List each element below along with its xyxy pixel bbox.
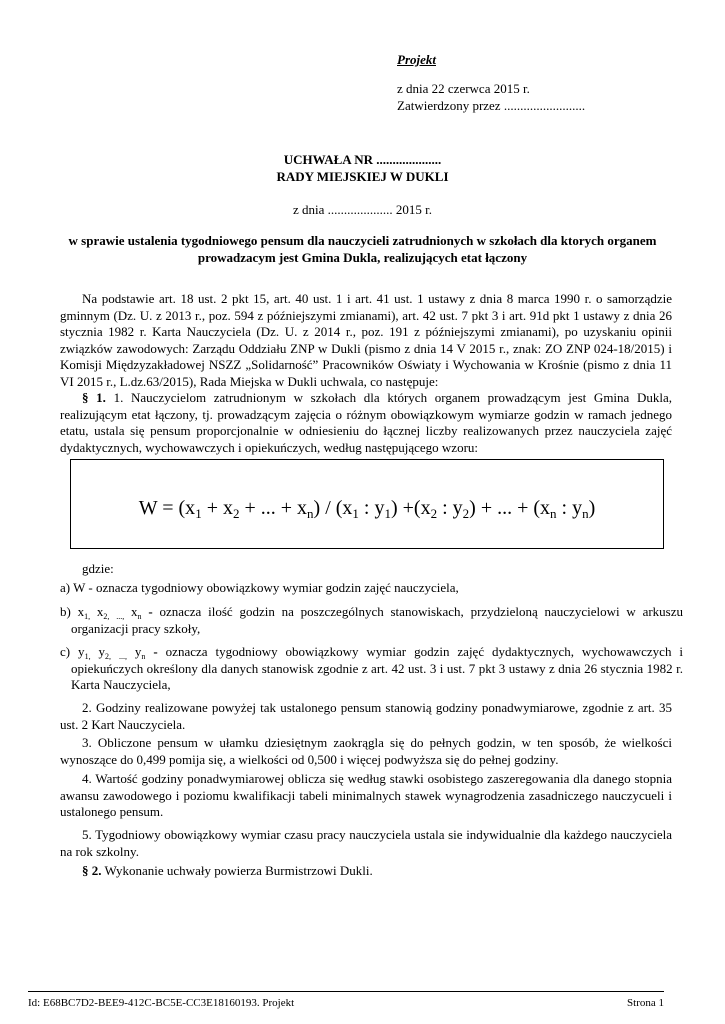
definition-b: b) $x_{1,}$ $x_{2,}$ $_{...,}$ $x_n$ - oznacza ilość godzin na poszczególnych stanowiskach, przydzieloną nauczycielowi w arkuszu organizacji pracy szkoły, (60, 604, 683, 636)
title-line-1: UCHWAŁA NR .................... (283, 152, 442, 167)
footer-divider (28, 991, 664, 992)
section-1-text: 1. Nauczycielom zatrudnionym w szkołach dla których organem prowadzącym jest Gmina Dukla, realizującym etat łączony, tj. prowadzącym zajęcia o różnym obowiązkowym wymiarze godzin w ramach jednego etatu, ustala się pensum proporcjonalnie w odniesieniu do łącznej liczby realizowanych przez nauczyciela zajęć dydaktycznych, wychowawczych i opiekuńczych, według następującego wzoru: (60, 390, 672, 455)
where-label: gdzie: (82, 561, 114, 576)
definition-c: c) $y_{1,}$ $y_{2,}$ $_{...,}$ $y_n$ - oznacza tygodniowy obowiązkowy wymiar godzin zajęć dydaktycznych, wychowawczych i opiekuńczych określony dla danych stanowisk zgodnie z art. 42 ust. 3 i ust. 7 pkt 3 ustawy z dnia 26 stycznia 1982 r. Karta Nauczyciela, (60, 644, 684, 692)
definition-a: a) W - oznacza tygodniowy obowiązkowy wymiar godzin zajęć nauczyciela, (60, 580, 459, 595)
document-subject: w sprawie ustalenia tygodniowego pensum dla nauczycieli zatrudnionych w szkołach dla ktorych organem prowadzacym jest Gmina Dukla, realizujących etat łączony (68, 233, 657, 265)
document-title (0, 152, 725, 185)
footer-page-number: Strona 1 (627, 997, 664, 1009)
title-line-2: RADY MIEJSKIEJ W DUKLI (276, 168, 449, 184)
point-5: 5. Tygodniowy obowiązkowy wymiar czasu pracy nauczyciela ustala sie indywidualnie dla każdego nauczyciela na rok szkolny. (60, 827, 672, 859)
pensum-formula: $W = (x_1 + x_2$ + ... + $x_n) / (x_1$ : $y_1) +(x_2$ : $y_2$) + ... + ($x_n$ : $y_n$) (138, 497, 596, 521)
point-4: 4. Wartość godziny ponadwymiarowej oblicza się według stawki osobistego zaszeregowania dla danego stopnia awansu zawodowego i poziomu kwalifikacji tabeli minimalnych stawek wynagrodzenia zasadniczego nauczycueli i ustalonego pensum. (60, 771, 672, 819)
preamble: Na podstawie art. 18 ust. 2 pkt 15, art. 40 ust. 1 i art. 41 ust. 1 ustawy z dnia 8 marca 1990 r. o samorządzie gminnym (Dz. U. z 2013 r., poz. 594 z późniejszymi zmianami), art. 42 ust. 7 pkt 3 i art. 91d pkt 1 ustawy z dnia 26 stycznia 1982 r. Karta Nauczyciela (Dz. U. z 2014 r., poz. 191 z późniejszymi zmianami), po uzyskaniu opinii związków zawodowych: Zarządu Oddziału ZNP w Dukli (pismo z dnia 14 V 2015 r., znak: ZO ZNP 024-18/2015) i Komisji Międzyzakładowej NSZZ „Solidarność” Pracowników Oświaty i Wychowania w Krośnie (pismo z dnia 11 VI 2015 r., L.dz.63/2015), Rada Miejska w Dukli uchwala, co następuje: (60, 291, 672, 389)
header-date: z dnia 22 czerwca 2015 r. (397, 81, 530, 96)
projekt-label: Projekt (397, 52, 436, 67)
section-1 (60, 390, 672, 456)
resolution-date: z dnia .................... 2015 r. (292, 202, 432, 217)
section-2-text: Wykonanie uchwały powierza Burmistrzowi Dukli. (101, 863, 373, 878)
section-2-marker: § 2. (82, 863, 102, 878)
section-2 (60, 863, 672, 880)
point-2: 2. Godziny realizowane powyżej tak ustalonego pensum stanowią godziny ponadwymiarowe, zgodnie z art. 35 ust. 2 Kart Nauczyciela. (60, 700, 672, 732)
header-meta (397, 81, 585, 114)
section-1-marker: § 1. (82, 390, 106, 405)
footer-document-id: Id: E68BC7D2-BEE9-412C-BC5E-CC3E18160193. Projekt (28, 997, 295, 1009)
formula-box (70, 459, 664, 549)
header-approved: Zatwierdzony przez ......................... (397, 97, 586, 113)
point-3: 3. Obliczone pensum w ułamku dziesiętnym zaokrągla się do pełnych godzin, w ten sposób, że wielkości wynoszące do 0,499 pomija się, a wielkości od 0,500 i więcej podwyższa się do pełnej godziny. (60, 735, 672, 767)
